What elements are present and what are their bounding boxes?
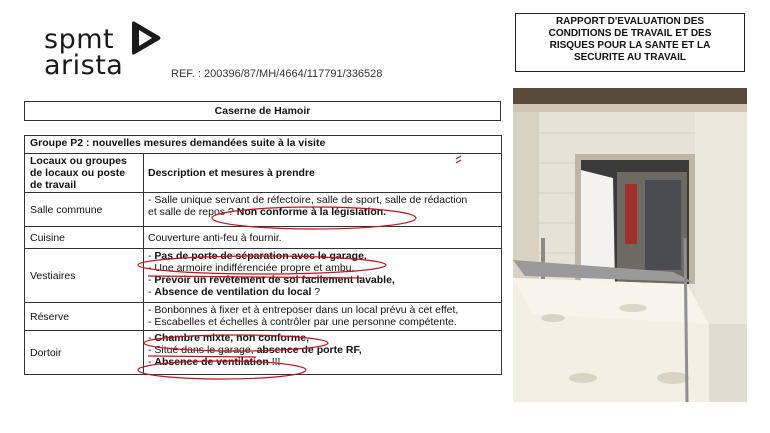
logo-word-arista: arista [44,50,124,81]
group-heading-row [25,136,502,154]
report-title-line: CONDITIONS DE TRAVAIL ET DES [548,28,712,39]
description-line: - Chambre mixte, non conforme, [148,332,310,344]
report-title-line: RISQUES POUR LA SANTE ET LA [549,40,711,51]
table-row-cuisine [25,227,502,249]
logo-play-icon [129,18,165,58]
description-line: Couverture anti-feu à fournir. [148,231,282,244]
description-line: - Pas de porte de séparation avec le garage, [148,250,367,262]
table-row-salle-commune [25,193,502,227]
measures-table [24,135,502,375]
row-location: Réserve [25,303,144,331]
description-line: - Bonbonnes à fixer et à entreposer dans un local prévu à cet effet, [148,304,459,316]
description-line: - Prévoir un revêtement de sol facilement lavable, [148,274,395,286]
column-header-location: Locaux ou groupes de locaux ou poste de travail [25,154,144,193]
row-location: Vestiaires [25,249,144,303]
description-line: - Une armoire indifférenciée propre et ambu, [148,262,355,274]
description-line: - Escabelles et échelles à contrôler par une personne compétente. [148,316,457,328]
group-heading: Groupe P2 : nouvelles mesures demandées suite à la visite [25,136,502,154]
description-line: et salle de repos ? Non conforme à la législation. [148,206,387,218]
site-title: Caserne de Hamoir [24,101,501,121]
row-description [144,193,502,227]
table-row-vestiaires [25,249,502,303]
report-title-line: RAPPORT D'EVALUATION DES [555,16,705,27]
row-description [144,303,502,331]
row-location: Cuisine [25,227,144,249]
row-description [144,331,502,375]
description-line: - Absence de ventilation du local ? [148,286,321,298]
row-description [144,227,502,249]
row-location: Dortoir [25,331,144,375]
spmt-arista-logo [44,18,164,80]
report-title-box [515,13,745,72]
table-header-row [25,154,502,193]
description-line: - Situé dans le garage, absence de porte RF, [148,344,362,356]
reference-number: REF. : 200396/87/MH/4664/117791/336528 [171,68,383,80]
description-line: - Salle unique servant de réfectoire, salle de sport, salle de rédaction [148,194,468,206]
table-row-dortoir [25,331,502,375]
table-row-reserve [25,303,502,331]
description-line: - Absence de ventilation !!! [148,356,281,368]
logo-word-spmt: spmt [44,24,115,55]
report-title-line: SECURITE AU TRAVAIL [573,52,687,63]
dormitory-photo [513,88,747,402]
row-description [144,249,502,303]
column-header-description: Description et mesures à prendre [144,154,502,193]
row-location: Salle commune [25,193,144,227]
